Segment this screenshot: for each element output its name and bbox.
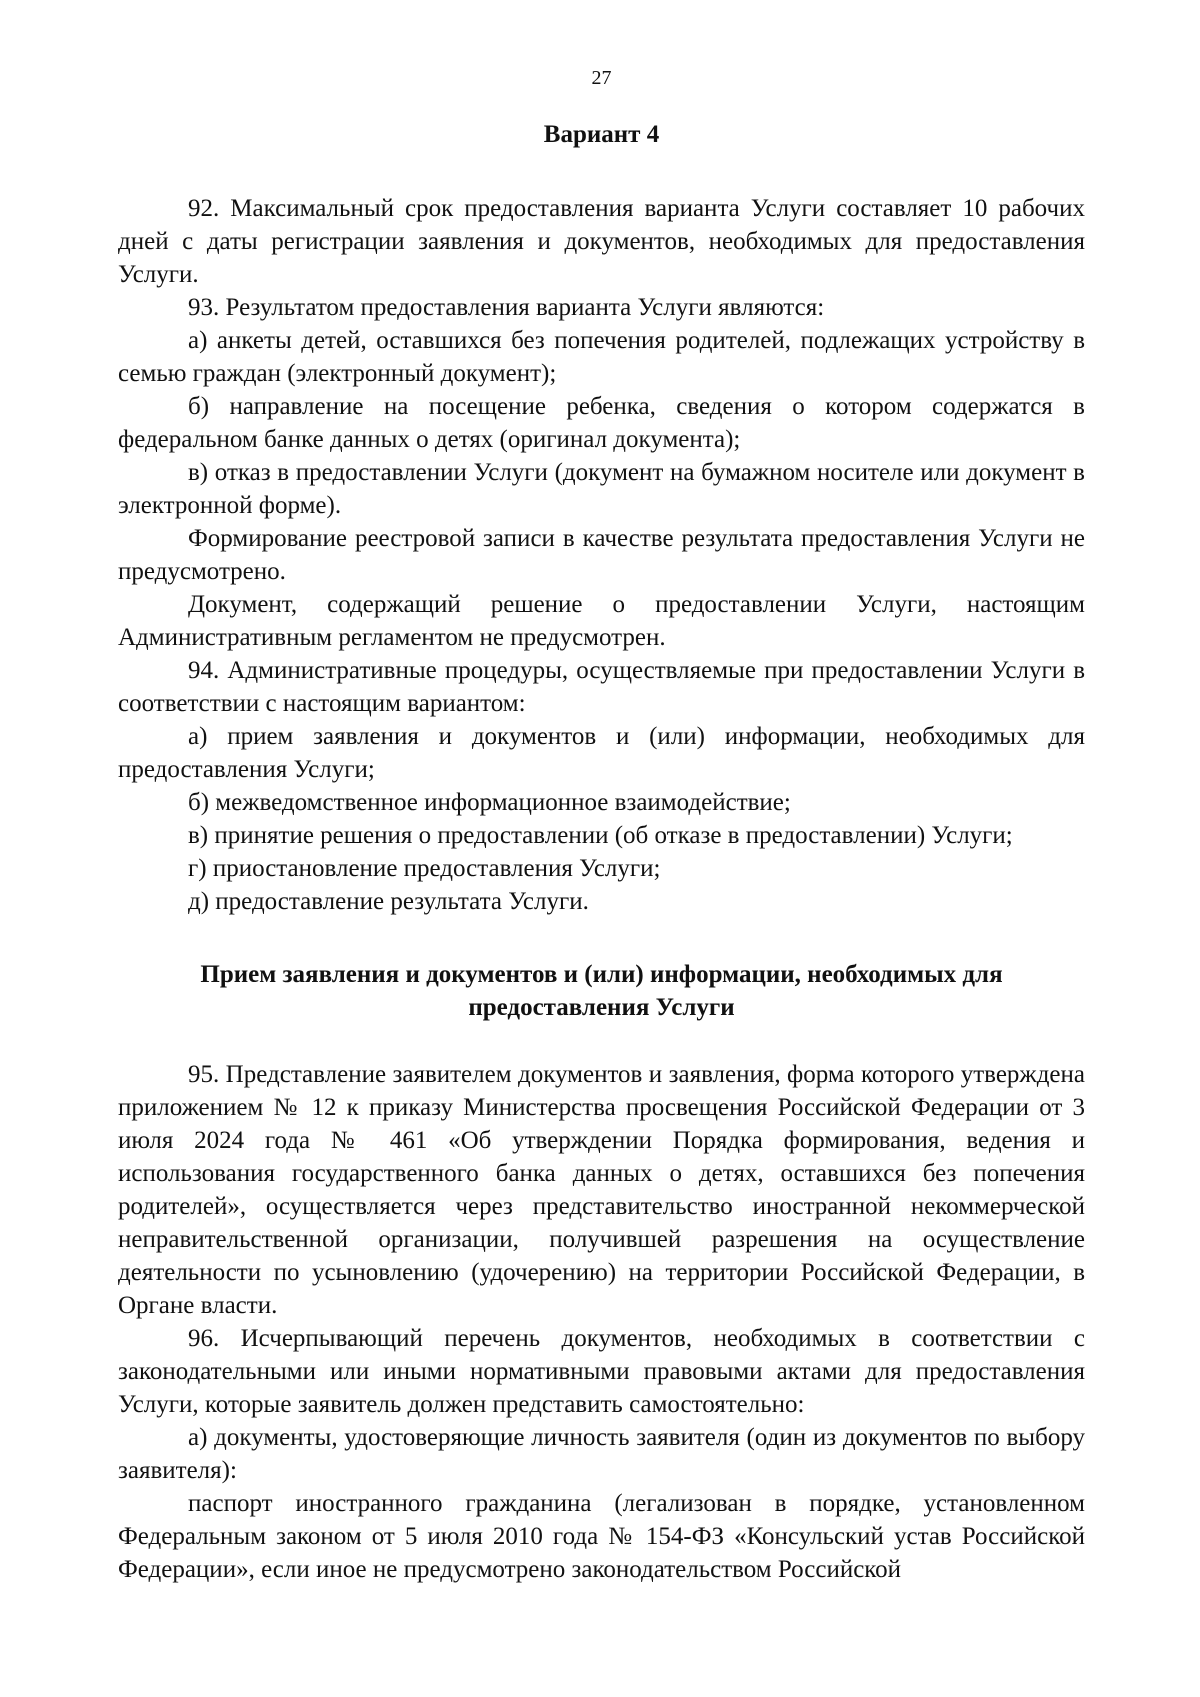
paragraph-93-item-v: в) отказ в предоставлении Услуги (документ на бумажном носителе или документ в электронной форме). [118, 459, 1085, 519]
paragraph-94-item-g: г) приостановление предоставления Услуги; [188, 855, 661, 882]
variant-title: Вариант 4 [543, 121, 660, 148]
paragraph-94-item-a: а) прием заявления и документов и (или) информации, необходимых для предоставления Услуги; [118, 723, 1085, 783]
paragraph-decision-document: Документ, содержащий решение о предоставлении Услуги, настоящим Административным регламентом не предусмотрен. [118, 591, 1085, 651]
paragraph-passport: паспорт иностранного гражданина (легализован в порядке, установленном Федеральным законом от 5 июля 2010 года № 154-ФЗ «Консульский устав Российской Федерации», если иное не предусмотрено законодательством Российской [118, 1490, 1085, 1583]
paragraph-93-item-a: а) анкеты детей, оставшихся без попечения родителей, подлежащих устройству в семью граждан (электронный документ); [118, 327, 1085, 387]
paragraph-93: 93. Результатом предоставления варианта Услуги являются: [188, 294, 825, 321]
paragraph-96: 96. Исчерпывающий перечень документов, необходимых в соответствии с законодательными или иными нормативными правовыми актами для предоставления Услуги, которые заявитель должен представить самостоятельно: [118, 1325, 1085, 1418]
section-heading-line-2: предоставления Услуги [468, 994, 735, 1021]
paragraph-registry-record: Формирование реестровой записи в качестве результата предоставления Услуги не предусмотрено. [118, 525, 1085, 585]
paragraph-92: 92. Максимальный срок предоставления варианта Услуги составляет 10 рабочих дней с даты регистрации заявления и документов, необходимых для предоставления Услуги. [118, 195, 1085, 288]
document-page [118, 66, 1085, 1586]
section-heading [118, 958, 1085, 1024]
page-number: 27 [591, 67, 612, 89]
paragraph-96-item-a: а) документы, удостоверяющие личность заявителя (один из документов по выбору заявителя): [118, 1424, 1085, 1484]
paragraph-94: 94. Административные процедуры, осуществляемые при предоставлении Услуги в соответствии с настоящим вариантом: [118, 657, 1085, 717]
section-heading-line-1: Прием заявления и документов и (или) информации, необходимых для [200, 961, 1003, 988]
paragraph-95: 95. Представление заявителем документов и заявления, форма которого утверждена приложением № 12 к приказу Министерства просвещения Российской Федерации от 3 июля 2024 года № 461 «Об утверждении Порядка формирования, ведения и использования государственного банка данных о детях, оставшихся без попечения родителей», осуществляется через представительство иностранной некоммерческой неправительственной организации, получившей разрешения на осуществление деятельности по усыновлению (удочерению) на территории Российской Федерации, в Органе власти. [118, 1061, 1085, 1319]
paragraph-94-item-v: в) принятие решения о предоставлении (об отказе в предоставлении) Услуги; [188, 822, 1013, 849]
paragraph-93-item-b: б) направление на посещение ребенка, сведения о котором содержатся в федеральном банке данных о детях (оригинал документа); [118, 393, 1085, 453]
paragraph-94-item-d: д) предоставление результата Услуги. [188, 888, 589, 915]
paragraph-94-item-b: б) межведомственное информационное взаимодействие; [188, 789, 791, 816]
